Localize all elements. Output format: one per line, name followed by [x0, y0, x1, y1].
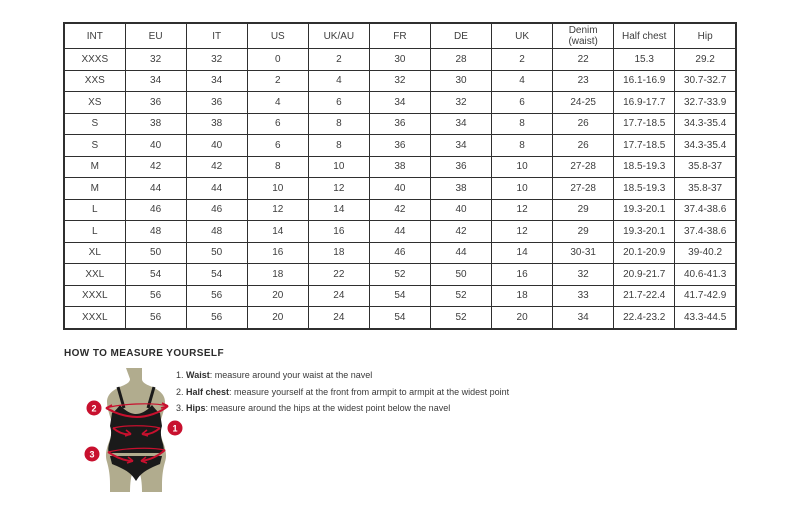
- size-table-cell: 48: [125, 221, 186, 243]
- size-table-cell: 40.6-41.3: [675, 264, 736, 286]
- size-table-cell: 8: [247, 156, 308, 178]
- measure-step-number: 1.: [176, 370, 184, 380]
- marker-1-label: 1: [172, 423, 178, 434]
- size-table-cell: 12: [247, 199, 308, 221]
- size-table-header-cell: UK: [492, 23, 553, 49]
- size-table-cell: 27-28: [553, 178, 614, 200]
- size-table-cell: 34.3-35.4: [675, 135, 736, 157]
- size-table-cell: 10: [492, 156, 553, 178]
- size-table-cell: 17.7-18.5: [614, 113, 675, 135]
- table-row: [64, 92, 736, 114]
- size-table-cell: S: [64, 113, 125, 135]
- size-table-cell: 21.7-22.4: [614, 285, 675, 307]
- size-table-cell: 36: [186, 92, 247, 114]
- size-table-cell: 37.4-38.6: [675, 199, 736, 221]
- size-table-cell: 39-40.2: [675, 242, 736, 264]
- size-table-cell: 27-28: [553, 156, 614, 178]
- marker-2-label: 2: [91, 403, 97, 414]
- size-table-cell: 26: [553, 113, 614, 135]
- size-table-cell: 6: [492, 92, 553, 114]
- size-table-cell: 34: [125, 70, 186, 92]
- size-table-cell: 19.3-20.1: [614, 199, 675, 221]
- size-table-cell: 50: [125, 242, 186, 264]
- size-table-cell: 30-31: [553, 242, 614, 264]
- size-table-cell: 40: [186, 135, 247, 157]
- size-table-cell: 26: [553, 135, 614, 157]
- size-table-cell: 10: [308, 156, 369, 178]
- measure-step-label: Hips: [186, 403, 206, 413]
- size-table-cell: 32: [369, 70, 430, 92]
- size-table-cell: 30: [430, 70, 491, 92]
- size-table-cell: 22: [308, 264, 369, 286]
- size-table-header-cell: Half chest: [614, 23, 675, 49]
- table-row: [64, 242, 736, 264]
- measure-step-label: Half chest: [186, 386, 230, 397]
- size-table-cell: 32: [125, 49, 186, 71]
- size-table-cell: S: [64, 135, 125, 157]
- measure-step-text: : measure yourself at the front from armpit to armpit at the widest point: [229, 386, 510, 397]
- size-table-cell: 33: [553, 285, 614, 307]
- size-table-cell: 8: [492, 135, 553, 157]
- size-table-cell: 41.7-42.9: [675, 285, 736, 307]
- size-table-header-cell: FR: [369, 23, 430, 49]
- size-table-cell: L: [64, 199, 125, 221]
- size-table-cell: 16: [247, 242, 308, 264]
- size-table-cell: 18: [308, 242, 369, 264]
- size-table-cell: 4: [247, 92, 308, 114]
- size-table-cell: 6: [247, 135, 308, 157]
- size-table-cell: 38: [430, 178, 491, 200]
- size-table-cell: 56: [186, 307, 247, 329]
- size-table-cell: 54: [186, 264, 247, 286]
- size-table-cell: 30.7-32.7: [675, 70, 736, 92]
- size-table-cell: 8: [492, 113, 553, 135]
- marker-3-hip-icon: [85, 447, 100, 462]
- size-table-header-cell: DE: [430, 23, 491, 49]
- size-table-cell: 38: [186, 113, 247, 135]
- measure-step-number: 2.: [176, 386, 184, 397]
- size-table-cell: 2: [492, 49, 553, 71]
- size-table-cell: 36: [369, 135, 430, 157]
- size-table: [63, 22, 737, 330]
- size-table-cell: 37.4-38.6: [675, 221, 736, 243]
- size-table-cell: 35.8-37: [675, 178, 736, 200]
- size-table-cell: 52: [430, 285, 491, 307]
- size-table-cell: 17.7-18.5: [614, 135, 675, 157]
- marker-2-chest-icon: [87, 401, 102, 416]
- size-table-cell: 23: [553, 70, 614, 92]
- size-table-cell: XXL: [64, 264, 125, 286]
- size-table-header-cell: IT: [186, 23, 247, 49]
- size-table-cell: 6: [247, 113, 308, 135]
- size-table-cell: 40: [430, 199, 491, 221]
- size-table-cell: 36: [430, 156, 491, 178]
- size-table-cell: 14: [247, 221, 308, 243]
- size-table-cell: 34: [186, 70, 247, 92]
- size-table-cell: 10: [492, 178, 553, 200]
- size-table-cell: 12: [308, 178, 369, 200]
- size-chart: [63, 22, 737, 330]
- size-table-cell: 40: [369, 178, 430, 200]
- size-table-cell: 22.4-23.2: [614, 307, 675, 329]
- size-table-cell: XXS: [64, 70, 125, 92]
- table-row: [64, 264, 736, 286]
- measure-step-text: : measure around the hips at the widest point below the navel: [205, 403, 451, 413]
- size-table-cell: 46: [186, 199, 247, 221]
- measure-step-label: Waist: [186, 370, 210, 380]
- size-table-cell: 12: [492, 199, 553, 221]
- size-table-cell: 4: [308, 70, 369, 92]
- size-table-cell: 14: [492, 242, 553, 264]
- measure-section-title: HOW TO MEASURE YOURSELF: [64, 348, 224, 359]
- table-row: [64, 221, 736, 243]
- size-table-cell: 52: [430, 307, 491, 329]
- size-table-cell: 28: [430, 49, 491, 71]
- size-table-cell: 16.9-17.7: [614, 92, 675, 114]
- size-table-cell: 50: [186, 242, 247, 264]
- size-table-cell: 38: [369, 156, 430, 178]
- size-table-header-cell: EU: [125, 23, 186, 49]
- size-table-cell: 4: [492, 70, 553, 92]
- size-table-cell: 18: [492, 285, 553, 307]
- size-table-body: [64, 49, 736, 329]
- size-table-cell: M: [64, 178, 125, 200]
- size-table-cell: 54: [369, 307, 430, 329]
- measure-step: [176, 402, 509, 419]
- size-table-cell: 56: [125, 285, 186, 307]
- size-table-cell: 36: [369, 113, 430, 135]
- measure-step-number: 3.: [176, 403, 184, 413]
- size-table-cell: 34: [553, 307, 614, 329]
- size-table-cell: 34: [369, 92, 430, 114]
- marker-3-label: 3: [89, 449, 95, 460]
- size-table-cell: 44: [186, 178, 247, 200]
- size-table-cell: 20: [492, 307, 553, 329]
- size-table-head: [64, 23, 736, 49]
- size-table-cell: 32.7-33.9: [675, 92, 736, 114]
- size-table-cell: 32: [553, 264, 614, 286]
- size-table-cell: L: [64, 221, 125, 243]
- size-table-cell: 19.3-20.1: [614, 221, 675, 243]
- size-table-cell: 24: [308, 285, 369, 307]
- size-table-cell: 30: [369, 49, 430, 71]
- size-table-cell: 20: [247, 285, 308, 307]
- size-table-cell: XXXL: [64, 285, 125, 307]
- size-table-cell: 42: [125, 156, 186, 178]
- table-row: [64, 135, 736, 157]
- size-table-cell: 16.1-16.9: [614, 70, 675, 92]
- table-row: [64, 70, 736, 92]
- size-table-cell: 34: [430, 135, 491, 157]
- size-table-cell: 56: [125, 307, 186, 329]
- measure-step-text: : measure around your waist at the navel: [209, 370, 373, 380]
- size-table-cell: 36: [125, 92, 186, 114]
- size-table-cell: 24-25: [553, 92, 614, 114]
- size-table-cell: XL: [64, 242, 125, 264]
- size-table-cell: 20.9-21.7: [614, 264, 675, 286]
- table-row: [64, 49, 736, 71]
- table-row: [64, 113, 736, 135]
- size-table-cell: 54: [125, 264, 186, 286]
- size-table-header-cell: Hip: [675, 23, 736, 49]
- size-table-cell: 29: [553, 199, 614, 221]
- mannequin-illustration-icon: [80, 368, 186, 492]
- size-table-cell: 29: [553, 221, 614, 243]
- size-table-cell: 48: [186, 221, 247, 243]
- size-table-cell: 44: [430, 242, 491, 264]
- size-table-cell: 42: [430, 221, 491, 243]
- size-table-header-cell: Denim (waist): [553, 23, 614, 49]
- measure-step: [176, 369, 509, 386]
- size-table-cell: 18.5-19.3: [614, 156, 675, 178]
- size-table-header-row: [64, 23, 736, 49]
- size-table-cell: 35.8-37: [675, 156, 736, 178]
- size-table-cell: 16: [308, 221, 369, 243]
- size-table-header-cell: UK/AU: [308, 23, 369, 49]
- size-table-cell: 15.3: [614, 49, 675, 71]
- size-table-cell: 14: [308, 199, 369, 221]
- size-table-cell: 18: [247, 264, 308, 286]
- size-table-cell: 12: [492, 221, 553, 243]
- size-table-cell: 34: [430, 113, 491, 135]
- size-table-cell: 10: [247, 178, 308, 200]
- size-table-cell: 32: [430, 92, 491, 114]
- size-table-cell: 42: [186, 156, 247, 178]
- size-table-cell: 52: [369, 264, 430, 286]
- size-table-header-cell: US: [247, 23, 308, 49]
- size-table-cell: XXXL: [64, 307, 125, 329]
- size-table-cell: 24: [308, 307, 369, 329]
- size-table-cell: 8: [308, 135, 369, 157]
- size-table-cell: XS: [64, 92, 125, 114]
- size-table-cell: 20.1-20.9: [614, 242, 675, 264]
- table-row: [64, 285, 736, 307]
- table-row: [64, 156, 736, 178]
- size-table-cell: 46: [125, 199, 186, 221]
- size-table-cell: 18.5-19.3: [614, 178, 675, 200]
- size-table-header-cell: INT: [64, 23, 125, 49]
- size-table-cell: 40: [125, 135, 186, 157]
- size-table-cell: 38: [125, 113, 186, 135]
- measurement-figure: [80, 368, 186, 492]
- table-row: [64, 199, 736, 221]
- size-table-cell: 16: [492, 264, 553, 286]
- size-table-cell: 32: [186, 49, 247, 71]
- size-table-cell: 54: [369, 285, 430, 307]
- size-table-cell: 44: [369, 221, 430, 243]
- size-table-cell: XXXS: [64, 49, 125, 71]
- size-table-cell: 2: [308, 49, 369, 71]
- marker-1-waist-icon: [168, 421, 183, 436]
- size-table-cell: 8: [308, 113, 369, 135]
- measure-steps: [176, 369, 509, 419]
- size-table-cell: 29.2: [675, 49, 736, 71]
- size-table-cell: 50: [430, 264, 491, 286]
- table-row: [64, 178, 736, 200]
- size-table-cell: 56: [186, 285, 247, 307]
- size-table-cell: 20: [247, 307, 308, 329]
- measure-step: [176, 386, 509, 403]
- size-table-cell: 44: [125, 178, 186, 200]
- size-table-cell: 42: [369, 199, 430, 221]
- size-table-cell: M: [64, 156, 125, 178]
- size-table-cell: 34.3-35.4: [675, 113, 736, 135]
- table-row: [64, 307, 736, 329]
- size-table-cell: 2: [247, 70, 308, 92]
- size-table-cell: 46: [369, 242, 430, 264]
- size-table-cell: 22: [553, 49, 614, 71]
- size-table-cell: 6: [308, 92, 369, 114]
- size-table-cell: 0: [247, 49, 308, 71]
- size-table-cell: 43.3-44.5: [675, 307, 736, 329]
